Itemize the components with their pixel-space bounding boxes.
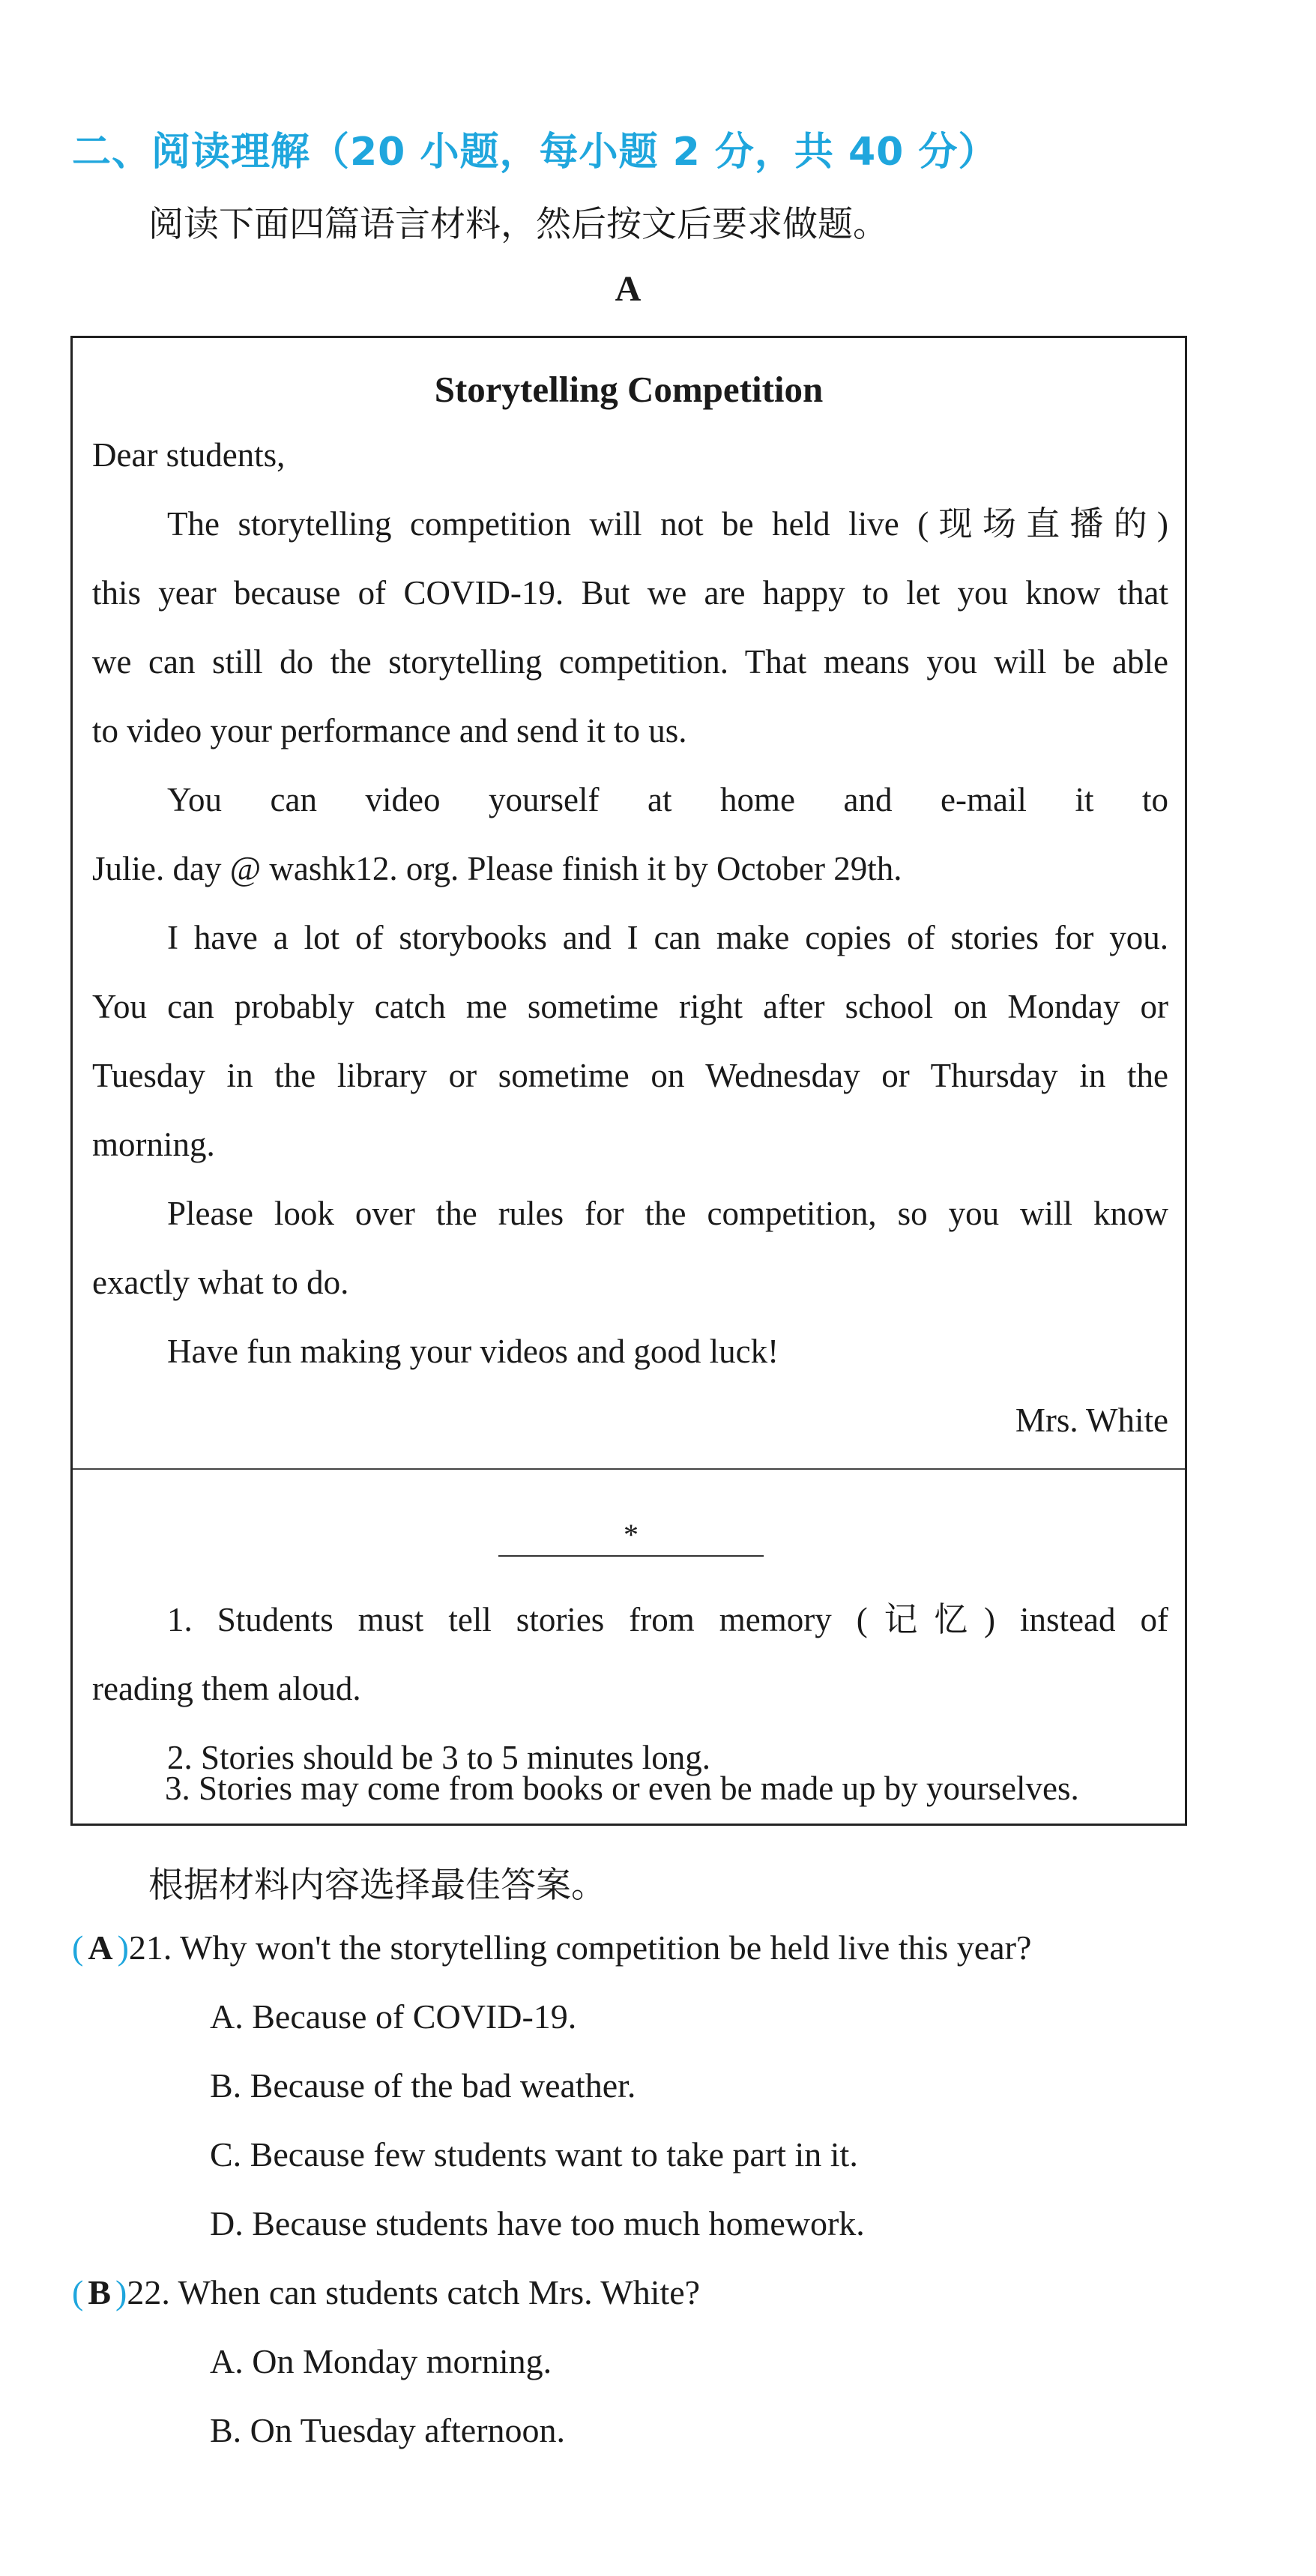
notice-line: Please look over the rules for the competition, so you will know (167, 1195, 1168, 1232)
option: A. Because of COVID-19. (210, 1997, 577, 2036)
rule-line: reading them aloud. (92, 1670, 361, 1707)
notice-divider (73, 1468, 1185, 1470)
rules-title-blank: * (498, 1518, 764, 1557)
answer-bracket-close: ) (117, 1928, 129, 1967)
answer-21: A (88, 1928, 113, 1967)
option: D. Because students have too much homework. (210, 2204, 865, 2242)
option: B. On Tuesday afternoon. (210, 2411, 566, 2449)
answer-bracket-open: ( (72, 2273, 84, 2311)
option: A. On Monday morning. (210, 2342, 552, 2380)
notice-line: Julie. day @ washk12. org. Please finish it by October 29th. (92, 850, 902, 887)
option: C. Because few students want to take part in it. (210, 2135, 858, 2174)
notice-line: to video your performance and send it to us. (92, 712, 687, 749)
notice-greeting: Dear students, (92, 436, 286, 474)
question-stem: 21. Why won't the storytelling competition be held live this year? (128, 1928, 1032, 1967)
notice-title: Storytelling Competition (434, 369, 824, 410)
passage-letter: A (615, 269, 642, 309)
rule-line: 1. Students must tell stories from memory (记忆) instead of (167, 1601, 1168, 1638)
answer-22: B (88, 2273, 112, 2311)
section-title: 二、阅读理解（20 小题，每小题 2 分，共 40 分） (72, 130, 998, 175)
notice-line: You can video yourself at home and e-mail it to (167, 781, 1168, 818)
notice-line: I have a lot of storybooks and I can make copies of stories for you. (167, 919, 1168, 956)
notice-line: morning. (92, 1126, 215, 1163)
rule-line: 2. Stories should be 3 to 5 minutes long. (167, 1739, 710, 1776)
question-21 (72, 1928, 1031, 1967)
rule-line: 3. Stories may come from books or even be made up by yourselves. (165, 1770, 1079, 1807)
answer-bracket-open: ( (72, 1928, 84, 1967)
notice-box (70, 336, 1187, 1826)
notice-line: we can still do the storytelling competition. That means you will be able (92, 643, 1168, 681)
notice-line: this year because of COVID-19. But we are happy to let you know that (92, 574, 1168, 612)
answer-bracket-close: ) (115, 2273, 127, 2311)
notice-line: You can probably catch me sometime right after school on Monday or (92, 988, 1168, 1025)
notice-signature: Mrs. White (1015, 1402, 1168, 1439)
notice-line: Tuesday in the library or sometime on Wednesday or Thursday in the (92, 1057, 1168, 1094)
reading-instruction: 阅读下面四篇语言材料，然后按文后要求做题。 (148, 204, 888, 245)
question-22 (72, 2272, 700, 2312)
task-instruction: 根据材料内容选择最佳答案。 (148, 1865, 606, 1906)
option: B. Because of the bad weather. (210, 2066, 636, 2105)
notice-line: exactly what to do. (92, 1264, 349, 1301)
notice-line: The storytelling competition will not be held live (现场直播的) (167, 505, 1168, 543)
question-stem: 22. When can students catch Mrs. White? (127, 2273, 701, 2311)
notice-line: Have fun making your videos and good luck! (167, 1333, 779, 1370)
